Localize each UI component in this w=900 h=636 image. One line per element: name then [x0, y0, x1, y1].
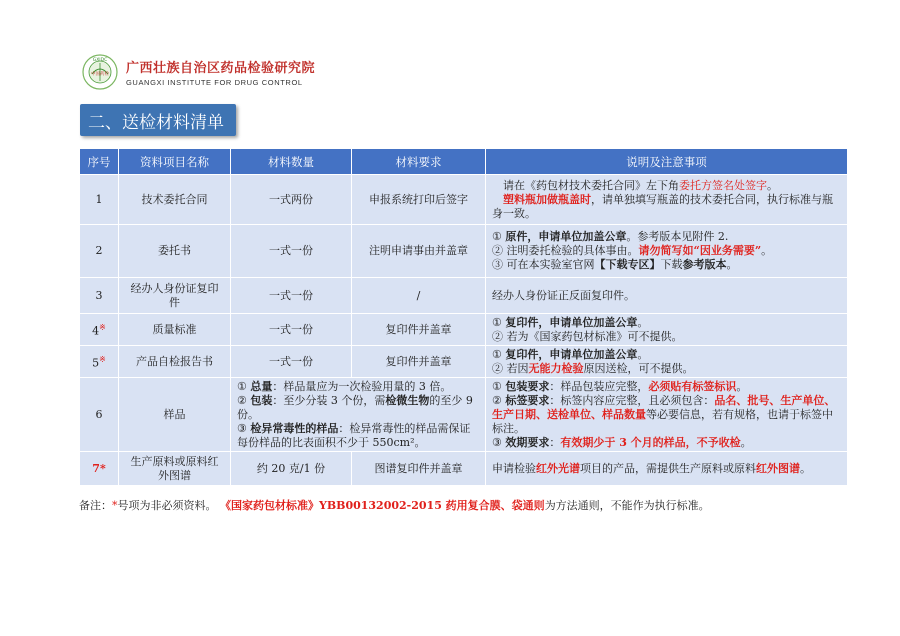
- header-no: 序号: [80, 149, 119, 175]
- text-run: 【下载专区】: [594, 258, 661, 271]
- cell-name: 技术委托合同: [119, 175, 231, 225]
- row-number: 3: [95, 288, 103, 302]
- cell-notes: [486, 175, 848, 225]
- table-row: [80, 452, 848, 486]
- cell-no: [80, 346, 119, 378]
- cell-qty: 一式一份: [231, 314, 352, 346]
- text-run: 号项为非必须资料。: [117, 499, 220, 512]
- text-run: 总量: [250, 379, 273, 393]
- cell-name: 经办人身份证复印件: [119, 278, 231, 314]
- materials-table: [79, 148, 848, 486]
- text-run: *: [112, 499, 118, 512]
- text-run: 检微生物: [385, 393, 430, 407]
- text-run: 原件，申请单位加盖公章: [505, 230, 627, 243]
- cell-no: [80, 452, 119, 486]
- cell-notes: [486, 278, 848, 314]
- text-run: 复印件，申请单位加盖公章: [505, 315, 638, 329]
- cell-name: 质量标准: [119, 314, 231, 346]
- logo-top-text: GXIDC: [92, 58, 108, 63]
- text-run: 下载: [660, 258, 683, 271]
- text-run: 委托方签名处签字: [679, 178, 767, 192]
- cell-notes: [486, 378, 848, 452]
- header-req: 材料要求: [352, 149, 486, 175]
- text-run: ①: [492, 347, 506, 361]
- table-row: [80, 378, 848, 452]
- text-run: 的至少 9 份。: [237, 393, 473, 421]
- org-name-cn: 广西壮族自治区药品检验研究院: [126, 61, 316, 76]
- optional-mark: ※: [99, 354, 106, 364]
- text-run: 《国家药包材标准》YBB00132002-2015 药用复合膜、袋通则: [220, 499, 545, 512]
- cell-qty-req: [231, 378, 486, 452]
- cell-no: [80, 175, 119, 225]
- cell-name: 样品: [119, 378, 231, 452]
- text-run: ② 注明委托检验的具体事由。: [492, 244, 639, 257]
- cell-req: 申报系统打印后签字: [352, 175, 486, 225]
- cell-qty: 一式一份: [231, 225, 352, 278]
- text-run: ：至少分装 3 个份，需: [272, 393, 386, 407]
- page-header: [82, 52, 315, 92]
- header-notes: 说明及注意事项: [486, 149, 848, 175]
- text-run: 。: [637, 347, 649, 361]
- text-run: 。: [726, 258, 738, 271]
- text-run: ①: [237, 379, 251, 393]
- text-run: ：样品量应为一次检验用量的 3 倍。: [272, 379, 452, 393]
- cell-no: [80, 225, 119, 278]
- text-run: 。: [767, 178, 778, 192]
- text-run: 必须贴有标签标识: [648, 379, 737, 393]
- cell-notes: [486, 346, 848, 378]
- cell-name: 产品自检报告书: [119, 346, 231, 378]
- text-run: 有效期少于 3 个月的样品，不予收检: [560, 435, 741, 449]
- text-run: 原因送检，可不提供。: [583, 361, 694, 375]
- text-run: 复印件，申请单位加盖公章: [505, 347, 638, 361]
- row-number: 7: [92, 461, 100, 475]
- text-run: 请勿简写如“因业务需要”: [638, 244, 762, 257]
- header-qty: 材料数量: [231, 149, 352, 175]
- header-name: 资料项目名称: [119, 149, 231, 175]
- cell-req: 注明申请事由并盖章: [352, 225, 486, 278]
- cell-req: /: [352, 278, 486, 314]
- text-run: 。: [736, 379, 748, 393]
- text-run: 。: [637, 315, 649, 329]
- text-run: 申请检验: [492, 461, 536, 475]
- text-run: 包装要求: [505, 379, 550, 393]
- text-run: 红外图谱: [756, 461, 800, 475]
- text-run: ：: [549, 435, 561, 449]
- cell-qty: 一式两份: [231, 175, 352, 225]
- text-run: ②: [237, 393, 251, 407]
- row-number: 5: [92, 356, 100, 370]
- cell-no: [80, 314, 119, 346]
- text-run: 塑料瓶加做瓶盖时: [492, 192, 591, 206]
- row-number: 4: [92, 324, 100, 338]
- text-run: 红外光谱: [536, 461, 580, 475]
- cell-req: 复印件并盖章: [352, 314, 486, 346]
- text-run: 经办人身份证正反面复印件。: [492, 288, 635, 302]
- row-number: 2: [95, 244, 103, 257]
- cell-name: 委托书: [119, 225, 231, 278]
- text-run: ③: [237, 421, 251, 435]
- footnote: [79, 497, 710, 513]
- text-run: ② 若为《国家药包材标准》可不提供。: [492, 329, 683, 343]
- org-name-en: GUANGXI INSTITUTE FOR DRUG CONTROL: [126, 78, 303, 87]
- cell-req: 图谱复印件并盖章: [352, 452, 486, 486]
- cell-no: [80, 378, 119, 452]
- text-run: 参考版本: [682, 258, 727, 271]
- text-run: 。: [800, 461, 811, 475]
- table-header-row: [80, 149, 848, 175]
- table-row: [80, 225, 848, 278]
- text-run: 标签要求: [505, 393, 550, 407]
- cell-qty: 一式一份: [231, 346, 352, 378]
- cell-qty: 一式一份: [231, 278, 352, 314]
- text-run: 。: [761, 244, 773, 257]
- cell-name: 生产原料或原料红外图谱: [119, 452, 231, 486]
- cell-notes: [486, 314, 848, 346]
- text-run: ③ 可在本实验室官网: [492, 258, 595, 271]
- text-run: ①: [492, 230, 506, 243]
- text-run: 。参考版本见附件 2.: [626, 230, 729, 243]
- text-run: ：标签内容应完整，且必须包含：: [549, 393, 715, 407]
- text-run: ②: [492, 393, 506, 407]
- text-run: 包装: [250, 393, 273, 407]
- text-run: ①: [492, 379, 506, 393]
- text-run: 检异常毒性的样品: [250, 421, 339, 435]
- text-run: ③: [492, 435, 506, 449]
- text-run: 请在《药包材技术委托合同》左下角: [492, 178, 679, 192]
- logo-mid-text: 中国药检: [91, 72, 109, 77]
- text-run: 等必要信息，若有规格，也请于标签中标注。: [492, 407, 833, 435]
- optional-mark: ※: [99, 322, 106, 332]
- section-title: 二、送检材料清单: [80, 104, 236, 136]
- cell-qty: 约 20 克/1 份: [231, 452, 352, 486]
- table-row: [80, 346, 848, 378]
- text-run: 无能力检验: [528, 361, 584, 375]
- text-run: ：样品包装应完整，: [549, 379, 649, 393]
- cell-no: [80, 278, 119, 314]
- text-run: 项目的产品，需提供生产原料或原料: [580, 461, 756, 475]
- text-run: ：检异常毒性的样品需保证每份样品的比表面积不少于 550cm²。: [237, 421, 471, 449]
- text-run: 为方法通则，不能作为执行标准。: [544, 499, 710, 512]
- table-row: [80, 314, 848, 346]
- text-run: 品名、批号、生产单位、生产日期、送检单位、样品数量: [492, 393, 836, 421]
- cell-req: 复印件并盖章: [352, 346, 486, 378]
- institute-logo: [82, 54, 118, 90]
- table-row: [80, 278, 848, 314]
- text-run: ①: [492, 315, 506, 329]
- text-run: 备注：: [79, 499, 112, 512]
- cell-notes: [486, 452, 848, 486]
- text-run: ② 若因: [492, 361, 529, 375]
- text-run: 。: [740, 435, 752, 449]
- row-number: 1: [95, 192, 103, 206]
- text-run: ，请单独填写瓶盖的技术委托合同，执行标准与瓶身一致。: [492, 192, 833, 220]
- cell-notes: [486, 225, 848, 278]
- table-row: [80, 175, 848, 225]
- optional-mark: *: [99, 461, 106, 475]
- row-number: 6: [95, 407, 103, 421]
- text-run: 效期要求: [505, 435, 550, 449]
